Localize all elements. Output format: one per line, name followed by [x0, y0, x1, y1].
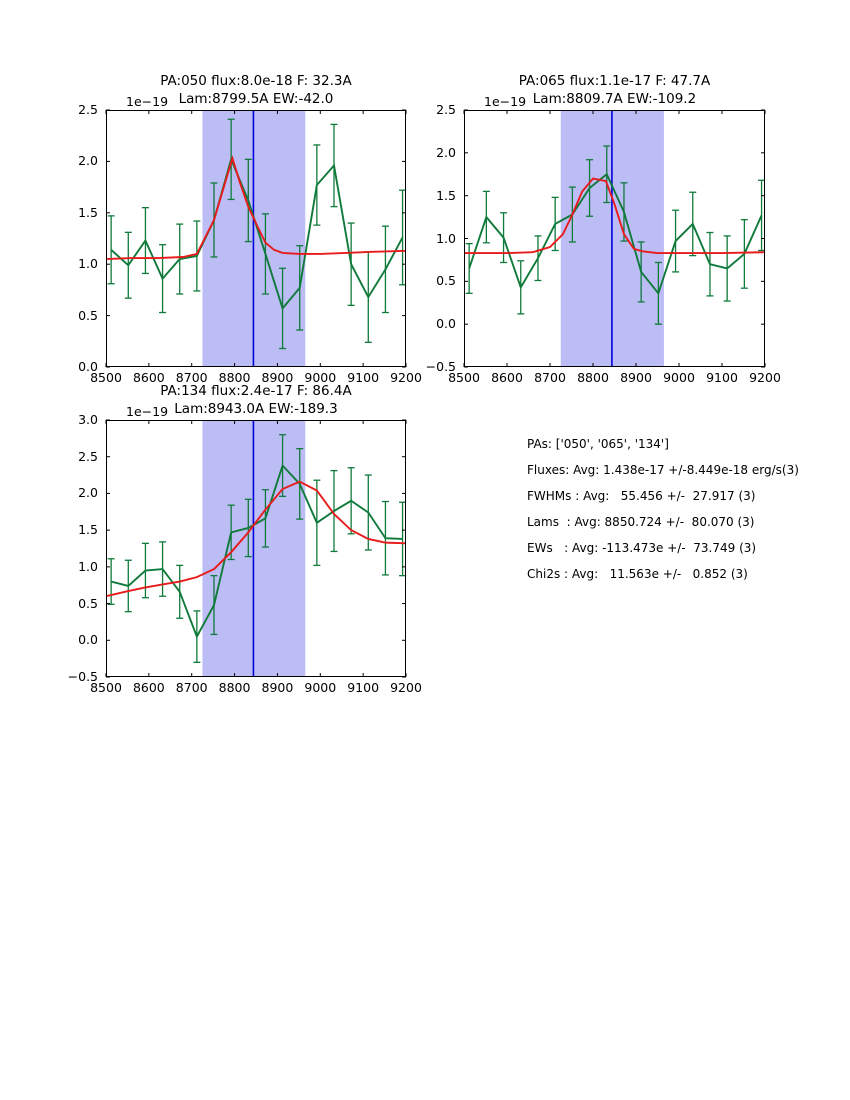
x-tick-label: 9100	[706, 370, 738, 385]
y-tick-label: 3.0	[78, 412, 98, 427]
x-tick-label: 8700	[175, 370, 208, 385]
x-tick-label: 8900	[261, 680, 294, 695]
x-tick-label: 8900	[261, 370, 294, 385]
y-tick-label: 2.5	[78, 102, 98, 117]
x-tick-label: 9200	[390, 680, 422, 695]
y-tick-label: 1.5	[78, 522, 98, 538]
subplot-pa050	[78, 73, 422, 385]
axes-area	[106, 110, 406, 367]
x-tick-label: 8600	[132, 680, 165, 695]
y-tick-label: 1.5	[78, 204, 98, 220]
subplot-pa134	[67, 383, 422, 695]
stat-fluxes: Fluxes: Avg: 1.438e-17 +/-8.449e-18 erg/s(3)	[527, 463, 799, 477]
y-axis-offset-label: 1e−19	[126, 404, 169, 419]
y-tick-label: 0.0	[78, 632, 98, 648]
stat-lams: Lams : Avg: 8850.724 +/- 80.070 (3)	[527, 515, 755, 529]
x-tick-label: 9100	[347, 370, 380, 385]
y-tick-label: 2.0	[436, 144, 456, 160]
x-tick-label: 9200	[749, 370, 781, 385]
plot-title-line2: Lam:8799.5A EW:-42.0	[178, 90, 334, 107]
x-tick-label: 8700	[175, 680, 208, 695]
y-tick-label: 2.5	[436, 102, 456, 117]
stat-fwhms: FWHMs : Avg: 55.456 +/- 27.917 (3)	[527, 489, 756, 503]
plot-title-line2: Lam:8943.0A EW:-189.3	[174, 400, 338, 417]
y-tick-label: 0.0	[436, 316, 456, 332]
plot-title	[66, 73, 446, 108]
x-tick-label: 8500	[448, 370, 480, 385]
plot-title-line1: PA:050 flux:8.0e-18 F: 32.3A	[160, 73, 352, 89]
subplot-pa065	[425, 73, 781, 385]
axes-area	[106, 420, 406, 677]
y-tick-label: 1.0	[78, 558, 98, 574]
y-tick-label: 0.0	[78, 359, 98, 374]
x-tick-label: 8500	[90, 370, 122, 385]
plot-title-line1: PA:134 flux:2.4e-17 F: 86.4A	[160, 383, 352, 399]
y-tick-label: 1.0	[436, 230, 456, 246]
y-tick-label: −0.5	[67, 669, 98, 684]
plot-title	[424, 73, 805, 108]
plot-title	[66, 383, 446, 418]
x-tick-label: 8800	[577, 370, 609, 385]
x-tick-label: 8700	[534, 370, 566, 385]
stats-panel	[527, 431, 847, 587]
stat-ews: EWs : Avg: -113.473e +/- 73.749 (3)	[527, 541, 757, 555]
x-tick-label: 8600	[491, 370, 523, 385]
x-tick-label: 9000	[304, 680, 337, 695]
x-tick-label: 8800	[218, 680, 251, 695]
x-tick-label: 8500	[90, 680, 122, 695]
y-tick-label: 2.0	[78, 153, 98, 169]
y-tick-label: 2.0	[78, 485, 98, 501]
x-tick-label: 9000	[663, 370, 695, 385]
axes-area	[464, 110, 765, 367]
x-tick-label: 9100	[347, 680, 380, 695]
plot-title-line1: PA:065 flux:1.1e-17 F: 47.7A	[518, 73, 711, 89]
x-tick-label: 8800	[218, 370, 251, 385]
x-tick-label: 9200	[390, 370, 422, 385]
y-tick-label: 0.5	[78, 307, 98, 323]
y-axis-offset-label: 1e−19	[484, 94, 527, 109]
stat-pas: PAs: ['050', '065', '134']	[527, 437, 669, 451]
y-tick-label: 0.5	[78, 595, 98, 611]
y-axis-offset-label: 1e−19	[126, 94, 169, 109]
y-tick-label: 1.5	[436, 187, 456, 203]
x-tick-label: 9000	[304, 370, 337, 385]
y-tick-label: −0.5	[425, 359, 456, 374]
plot-title-line2: Lam:8809.7A EW:-109.2	[532, 90, 697, 107]
y-tick-label: 2.5	[78, 448, 98, 464]
stat-chi2s: Chi2s : Avg: 11.563e +/- 0.852 (3)	[527, 567, 748, 581]
x-tick-label: 8600	[132, 370, 165, 385]
x-tick-label: 8900	[620, 370, 652, 385]
y-tick-label: 1.0	[78, 256, 98, 272]
y-tick-label: 0.5	[436, 273, 456, 289]
